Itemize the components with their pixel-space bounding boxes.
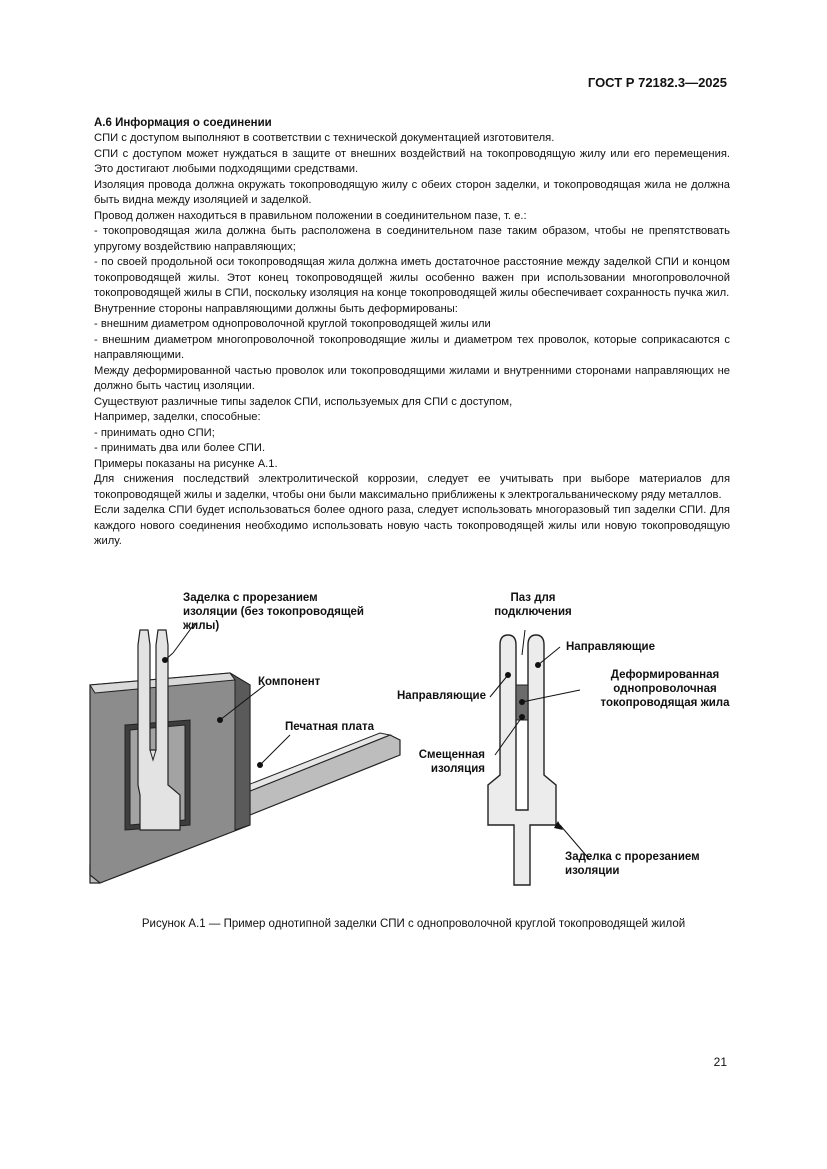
label-idc: Заделка с прорезанием изоляции (565, 851, 700, 877)
paragraph: - токопроводящая жила должна быть расположена в соединительном пазе таким образом, чтобы не препятствовать упругому воздействию направляющих; (94, 225, 730, 253)
paragraph: - принимать одно СПИ; (94, 426, 215, 439)
paragraph: Примеры показаны на рисунке А.1. (94, 457, 278, 470)
label-idc-no-wire: Заделка с прорезанием изоляции (без токопроводящей жилы) (183, 592, 364, 632)
paragraph: - по своей продольной оси токопроводящая жила должна иметь достаточное расстояние между заделкой СПИ и концом токопроводящей жилы. Этот конец токопроводящей жилы особенно важен при использовании многопроволочной токопроводящей жилы в СПИ, поскольку изоляция на конце токопроводящей жилы обеспечивает сохранность пучка жил. (94, 256, 730, 299)
idc-front-view (488, 630, 590, 885)
paragraph: СПИ с доступом может нуждаться в защите от внешних воздействий на токопроводящую жилу или его перемещения. Это достигают любыми подходящими средствами. (94, 147, 730, 175)
paragraph: Изоляция провода должна окружать токопроводящую жилу с обеих сторон заделки, и токопроводящая жила не должна быть видна между изоляцией и заделкой. (94, 178, 730, 206)
label-pcb: Печатная плата (285, 721, 375, 733)
paragraph: Существуют различные типы заделок СПИ, используемых для СПИ с доступом, (94, 395, 513, 408)
paragraph: Например, заделки, способные: (94, 411, 261, 423)
figure-a1 (70, 585, 760, 905)
paragraph: Внутренние стороны направляющими должны быть деформированы: (94, 302, 458, 315)
label-displaced-insulation: Смещенная изоляция (418, 749, 485, 775)
page-number: 21 (713, 1055, 727, 1069)
figure-caption: Рисунок А.1 — Пример однотипной заделки СПИ с однопроволочной круглой токопроводящей жилой (141, 918, 686, 930)
label-slot: Паз для подключения (494, 592, 572, 618)
paragraph: Между деформированной частью проволок или токопроводящими жилами и внутренними сторонами направляющих не должно быть частиц изоляции. (94, 364, 730, 392)
paragraph: Провод должен находиться в правильном положении в соединительном пазе, т. е.: (94, 209, 527, 222)
paragraph: Для снижения последствий электролитической коррозии, следует ее учитывать при выборе материалов для токопроводящей жилы и заделки, чтобы они были максимально приближены к электрогальваническому ряду металлов. (94, 473, 730, 501)
label-deformed-wire: Деформированная однопроволочная токопроводящая жила (600, 669, 730, 709)
paragraph: - внешним диаметром многопроволочной токопроводящие жилы и диаметром тех проволок, которые соприкасаются с направляющими. (94, 333, 730, 361)
section-a6 (94, 116, 730, 132)
paragraph: СПИ с доступом выполняют в соответствии с технической документацией изготовителя. (94, 132, 555, 144)
idc-3d-view (90, 623, 400, 883)
label-guides-left: Направляющие (397, 690, 486, 702)
label-guides-right: Направляющие (566, 641, 655, 653)
section-body (94, 131, 730, 550)
paragraph: Если заделка СПИ будет использоваться более одного раза, следует использовать многоразовый тип заделки СПИ. Для каждого нового соединения необходимо использовать новую часть токопроводящей жилы или новую токопроводящую жилу. (94, 504, 730, 547)
label-component: Компонент (258, 676, 321, 688)
standard-code: ГОСТ Р 72182.3—2025 (587, 75, 727, 90)
section-title: А.6 Информация о соединении (94, 117, 272, 129)
paragraph: - принимать два или более СПИ. (94, 442, 266, 454)
paragraph: - внешним диаметром однопроволочной круглой токопроводящей жилы или (94, 318, 491, 330)
